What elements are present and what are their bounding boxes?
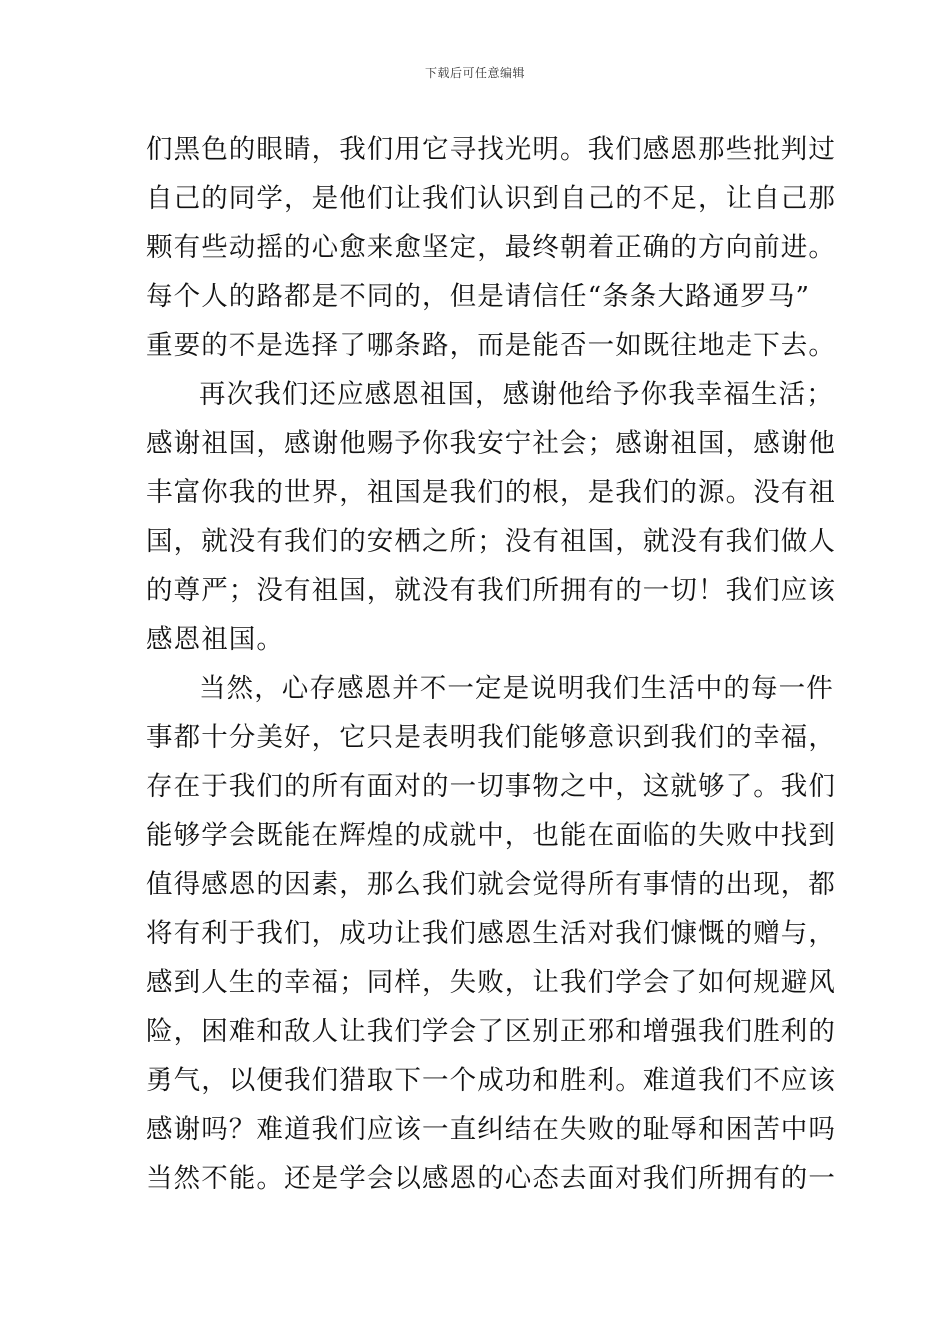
text-line: 们黑色的眼睛，我们用它寻找光明。我们感恩那些批判过 (146, 134, 836, 165)
text-line: 勇气，以便我们猎取下一个成功和胜利。难道我们不应该 (146, 1065, 836, 1096)
text-line: 值得感恩的因素，那么我们就会觉得所有事情的出现，都 (146, 869, 836, 900)
page-header: 下载后可任意编辑 (424, 66, 525, 80)
text-line: 感谢吗？难道我们应该一直纠结在失败的耻辱和困苦中吗 (146, 1114, 836, 1145)
text-line: 自己的同学，是他们让我们认识到自己的不足，让自己那 (146, 183, 836, 214)
text-line: 重要的不是选择了哪条路，而是能否一如既往地走下去。 (146, 330, 836, 361)
body-text (146, 125, 836, 1203)
text-line: 将有利于我们，成功让我们感恩生活对我们慷慨的赠与， (146, 918, 836, 949)
text-line: 能够学会既能在辉煌的成就中，也能在面临的失败中找到 (146, 820, 836, 851)
text-line: 的尊严；没有祖国，就没有我们所拥有的一切！我们应该 (146, 575, 836, 606)
paragraph-start-line: 当然，心存感恩并不一定是说明我们生活中的每一件 (199, 673, 834, 704)
text-line: 每个人的路都是不同的，但是请信任“条条大路通罗马” (146, 281, 811, 312)
paragraph-start-line: 再次我们还应感恩祖国，感谢他给予你我幸福生活； (199, 379, 834, 410)
text-line: 存在于我们的所有面对的一切事物之中，这就够了。我们 (146, 771, 836, 802)
text-line: 当然不能。还是学会以感恩的心态去面对我们所拥有的一 (146, 1163, 836, 1194)
text-line: 感恩祖国。 (146, 624, 284, 655)
text-line: 国，就没有我们的安栖之所；没有祖国，就没有我们做人 (146, 526, 836, 557)
text-line: 丰富你我的世界，祖国是我们的根，是我们的源。没有祖 (146, 477, 836, 508)
text-line: 感谢祖国，感谢他赐予你我安宁社会；感谢祖国，感谢他 (146, 428, 836, 459)
text-line: 颗有些动摇的心愈来愈坚定，最终朝着正确的方向前进。 (146, 232, 836, 263)
text-line: 感到人生的幸福；同样，失败，让我们学会了如何规避风 (146, 967, 836, 998)
text-line: 险，困难和敌人让我们学会了区别正邪和增强我们胜利的 (146, 1016, 836, 1047)
text-line: 事都十分美好，它只是表明我们能够意识到我们的幸福， (146, 722, 836, 753)
